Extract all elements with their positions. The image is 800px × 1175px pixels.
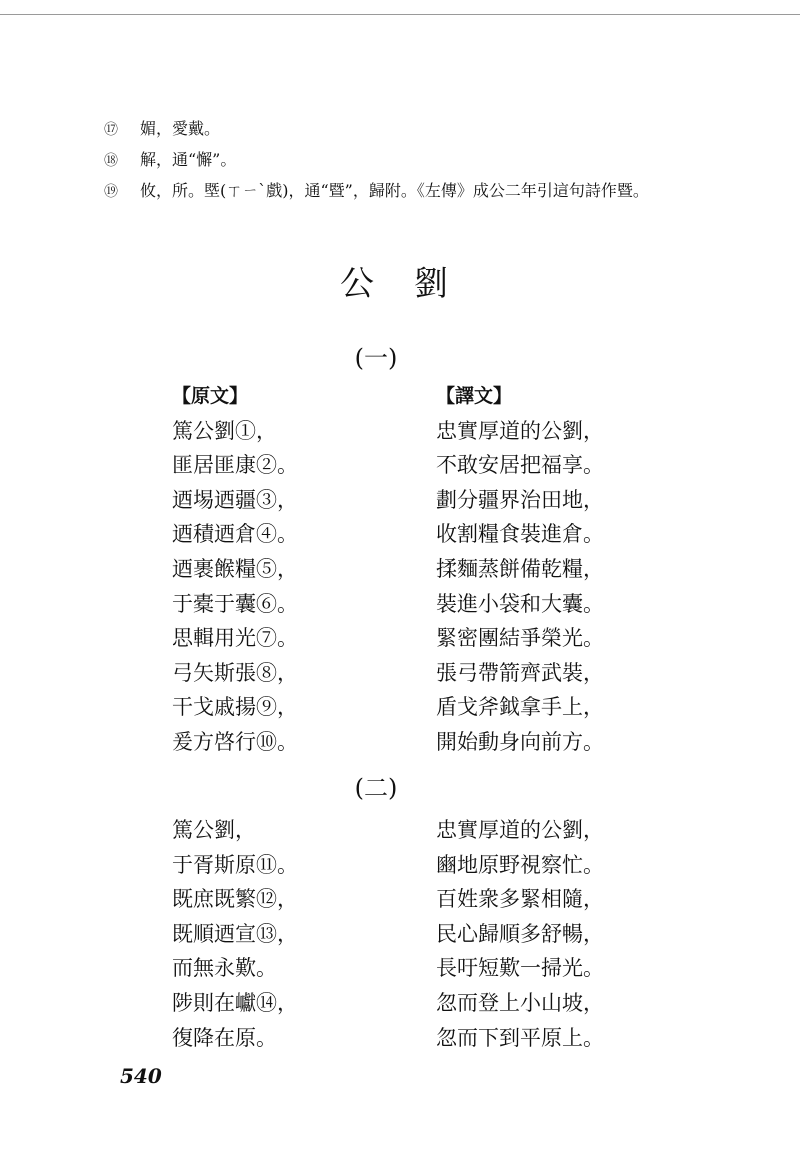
original-line: 于胥斯原⑪。 — [172, 852, 298, 877]
original-line: 迺埸迺疆③， — [172, 487, 298, 512]
page-number: 540 — [120, 1064, 162, 1088]
translation-line: 揉麵蒸餅備乾糧， — [436, 556, 604, 581]
footnote — [104, 178, 744, 209]
original-text-column — [172, 379, 298, 760]
top-border-line — [0, 14, 800, 15]
section-heading-2: (二) — [354, 774, 398, 802]
translation-header: 【譯文】 — [436, 385, 513, 407]
footnote-text: 攸，所。塈(ㄒㄧˋ戲)，通“暨”，歸附。《左傳》成公二年引這句詩作暨。 — [140, 181, 649, 200]
translation-line: 民心歸順多舒暢， — [436, 921, 604, 946]
translation-line: 張弓帶箭齊武裝， — [436, 660, 604, 685]
original-line: 干戈戚揚⑨， — [172, 695, 298, 720]
original-text-header: 【原文】 — [172, 385, 249, 407]
translation-column-2 — [436, 813, 604, 1055]
translation-line: 忽而登上小山坡， — [436, 990, 604, 1015]
original-line: 篤公劉， — [172, 818, 256, 842]
footnote-text: 媚，愛戴。 — [140, 119, 221, 138]
translation-line: 收割糧食裝進倉。 — [436, 522, 604, 547]
original-line: 既庶既繁⑫， — [172, 887, 298, 912]
footnote-text: 解，通“懈”。 — [140, 150, 237, 169]
original-line: 迺積迺倉④。 — [172, 522, 298, 547]
translation-line: 忠實厚道的公劉， — [436, 418, 604, 443]
original-line: 篤公劉①， — [172, 418, 277, 443]
translation-line: 百姓衆多緊相隨， — [436, 887, 604, 912]
original-line: 思輯用光⑦。 — [172, 626, 298, 651]
original-line: 既順迺宣⑬， — [172, 921, 298, 946]
poem-title: 公劉 — [340, 264, 488, 304]
original-line: 而無永歎。 — [172, 956, 277, 981]
translation-line: 豳地原野視察忙。 — [436, 852, 604, 877]
footnote — [104, 116, 744, 147]
footnote-number: ⑲ — [104, 184, 118, 200]
original-line: 爰方啓行⑩。 — [172, 729, 298, 754]
original-line: 匪居匪康②。 — [172, 453, 298, 478]
original-line: 陟則在巘⑭， — [172, 990, 298, 1015]
original-text-column-2 — [172, 813, 298, 1055]
original-line: 弓矢斯張⑧， — [172, 660, 298, 685]
translation-line: 忽而下到平原上。 — [436, 1025, 604, 1050]
footnote-number: ⑰ — [104, 122, 118, 138]
original-line: 迺裹餱糧⑤， — [172, 556, 298, 581]
translation-line: 裝進小袋和大囊。 — [436, 591, 604, 616]
footnote — [104, 147, 744, 178]
original-line: 于橐于囊⑥。 — [172, 591, 298, 616]
translation-line: 長吁短歎一掃光。 — [436, 956, 604, 981]
translation-line: 忠實厚道的公劉， — [436, 818, 604, 842]
translation-line: 不敢安居把福享。 — [436, 453, 604, 478]
original-line: 復降在原。 — [172, 1025, 277, 1050]
translation-line: 劃分疆界治田地， — [436, 487, 604, 512]
footnotes — [104, 116, 744, 209]
translation-line: 緊密團結爭榮光。 — [436, 626, 604, 651]
translation-column — [436, 379, 604, 760]
translation-line: 開始動身向前方。 — [436, 729, 604, 754]
footnote-number: ⑱ — [104, 153, 118, 169]
translation-line: 盾戈斧鉞拿手上， — [436, 695, 604, 720]
section-heading-1: (一) — [354, 344, 398, 372]
